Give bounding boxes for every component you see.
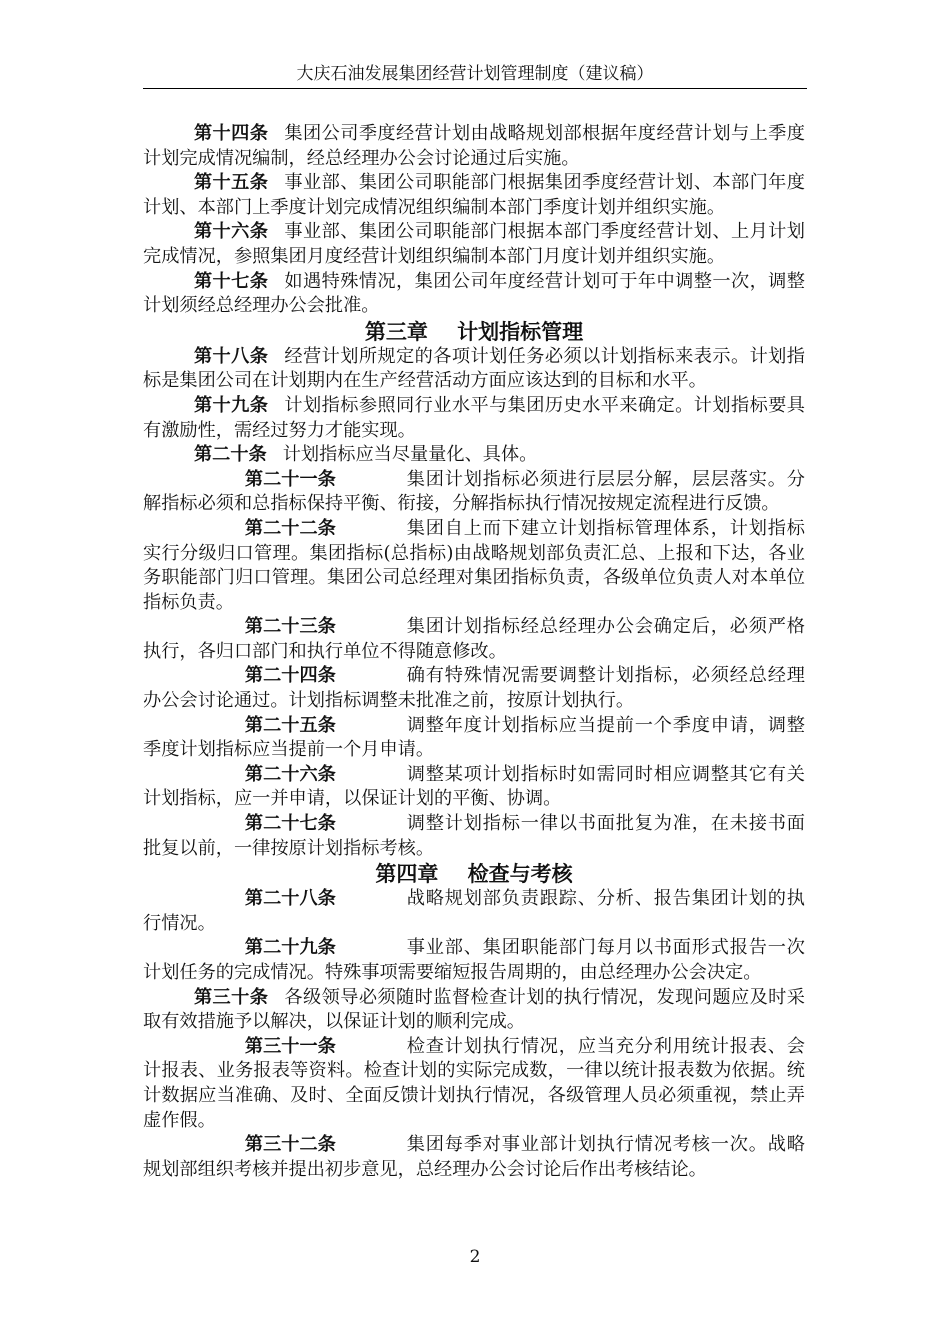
article-number: 第十四条 — [193, 123, 269, 144]
article-text: 调整计划指标一律以书面批复为准，在未接书面批复以前，一律按原计划指标考核。 — [143, 813, 805, 859]
article-paragraph — [143, 664, 805, 713]
running-header: 大庆石油发展集团经营计划管理制度（建议稿） — [296, 64, 654, 84]
article-paragraph — [143, 220, 805, 269]
chapter-heading: 第三章 计划指标管理 — [364, 318, 584, 344]
article-text: 计划指标应当尽量量化、具体。 — [282, 444, 538, 466]
article-number: 第十六条 — [193, 221, 269, 243]
article-text: 事业部、集团公司职能部门根据集团季度经营计划、本部门年度计划、本部门上季度计划完成情况组织编制本部门季度计划并组织实施。 — [143, 172, 805, 218]
article-paragraph — [143, 517, 805, 615]
article-text: 战略规划部负责跟踪、分析、报告集团计划的执行情况。 — [143, 888, 805, 934]
article-text: 调整年度计划指标应当提前一个季度申请，调整季度计划指标应当提前一个月申请。 — [143, 714, 805, 761]
article-text: 集团计划指标必须进行层层分解，层层落实。分解指标必须和总指标保持平衡、衔接，分解指标执行情况按规定流程进行反馈。 — [143, 468, 805, 515]
header-rule — [143, 88, 807, 89]
article-text: 各级领导必须随时监督检查计划的执行情况，发现问题应及时采取有效措施予以解决，以保证计划的顺利完成。 — [143, 986, 805, 1033]
article-number: 第十八条 — [193, 345, 269, 367]
article-text: 如遇特殊情况，集团公司年度经营计划可于年中调整一次，调整计划须经总经理办公会批准。 — [143, 270, 805, 317]
article-number: 第二十七条 — [244, 813, 336, 835]
article-text: 调整某项计划指标时如需同时相应调整其它有关计划指标，应一并申请，以保证计划的平衡、协调。 — [143, 763, 805, 810]
article-paragraph — [143, 986, 805, 1035]
article-text: 确有特殊情况需要调整计划指标，必须经总经理办公会讨论通过。计划指标调整未批准之前，按原计划执行。 — [143, 665, 805, 712]
article-number: 第二十三条 — [244, 616, 336, 638]
article-number: 第二十四条 — [244, 665, 336, 687]
article-text: 集团计划指标经总经理办公会确定后，必须严格执行，各归口部门和执行单位不得随意修改。 — [143, 616, 805, 662]
article-text: 检查计划执行情况，应当充分利用统计报表、会计报表、业务报表等资料。检查计划的实际完成数，一律以统计报表数为依据。统计数据应当准确、及时、全面反馈计划执行情况，各级管理人员必须重视，禁止弄虚作假。 — [143, 1035, 805, 1131]
article-paragraph — [143, 763, 805, 812]
article-text: 经营计划所规定的各项计划任务必须以计划指标来表示。计划指标是集团公司在计划期内在生产经营活动方面应该达到的目标和水平。 — [143, 345, 805, 392]
article-paragraph — [143, 270, 805, 319]
article-paragraph — [143, 714, 805, 763]
article-paragraph — [143, 615, 805, 664]
article-number: 第三十一条 — [244, 1035, 336, 1057]
article-paragraph — [143, 1133, 805, 1182]
page-number: 2 — [469, 1247, 481, 1267]
article-text: 集团公司季度经营计划由战略规划部根据年度经营计划与上季度计划完成情况编制，经总经理办公会讨论通过后实施。 — [143, 123, 805, 169]
article-number: 第十五条 — [193, 172, 269, 194]
article-paragraph — [143, 394, 805, 443]
article-number: 第二十一条 — [244, 468, 336, 490]
article-text: 事业部、集团职能部门每月以书面形式报告一次计划任务的完成情况。特殊事项需要缩短报告周期的，由总经理办公会决定。 — [143, 937, 805, 983]
article-number: 第三十二条 — [244, 1134, 336, 1156]
document-body — [143, 122, 805, 1182]
article-paragraph — [143, 887, 805, 936]
article-number: 第十九条 — [193, 394, 269, 416]
article-paragraph — [143, 171, 805, 220]
article-number: 第二十九条 — [244, 937, 336, 959]
article-number: 第二十五条 — [244, 714, 336, 736]
article-number: 第二十六条 — [244, 763, 336, 785]
article-number: 第十七条 — [193, 270, 269, 292]
article-paragraph — [143, 936, 805, 985]
article-paragraph — [143, 812, 805, 861]
article-number: 第二十条 — [193, 444, 267, 466]
article-text: 计划指标参照同行业水平与集团历史水平来确定。计划指标要具有激励性，需经过努力才能实现。 — [143, 394, 805, 441]
article-paragraph — [143, 1035, 805, 1133]
chapter-heading: 第四章 检查与考核 — [375, 861, 573, 887]
article-paragraph — [143, 122, 805, 171]
article-paragraph — [143, 443, 805, 468]
article-text: 事业部、集团公司职能部门根据本部门季度经营计划、上月计划完成情况，参照集团月度经营计划组织编制本部门月度计划并组织实施。 — [143, 221, 805, 267]
article-text: 集团每季对事业部计划执行情况考核一次。战略规划部组织考核并提出初步意见，总经理办公会讨论后作出考核结论。 — [143, 1134, 805, 1180]
article-number: 第二十二条 — [244, 517, 336, 539]
article-paragraph — [143, 468, 805, 517]
article-number: 第三十条 — [193, 986, 269, 1008]
article-text: 集团自上而下建立计划指标管理体系，计划指标实行分级归口管理。集团指标(总指标)由战略规划部负责汇总、上报和下达，各业务职能部门归口管理。集团公司总经理对集团指标负责，各级单位负责人对本单位指标负责。 — [143, 517, 805, 613]
article-paragraph — [143, 345, 805, 394]
article-number: 第二十八条 — [244, 888, 336, 910]
